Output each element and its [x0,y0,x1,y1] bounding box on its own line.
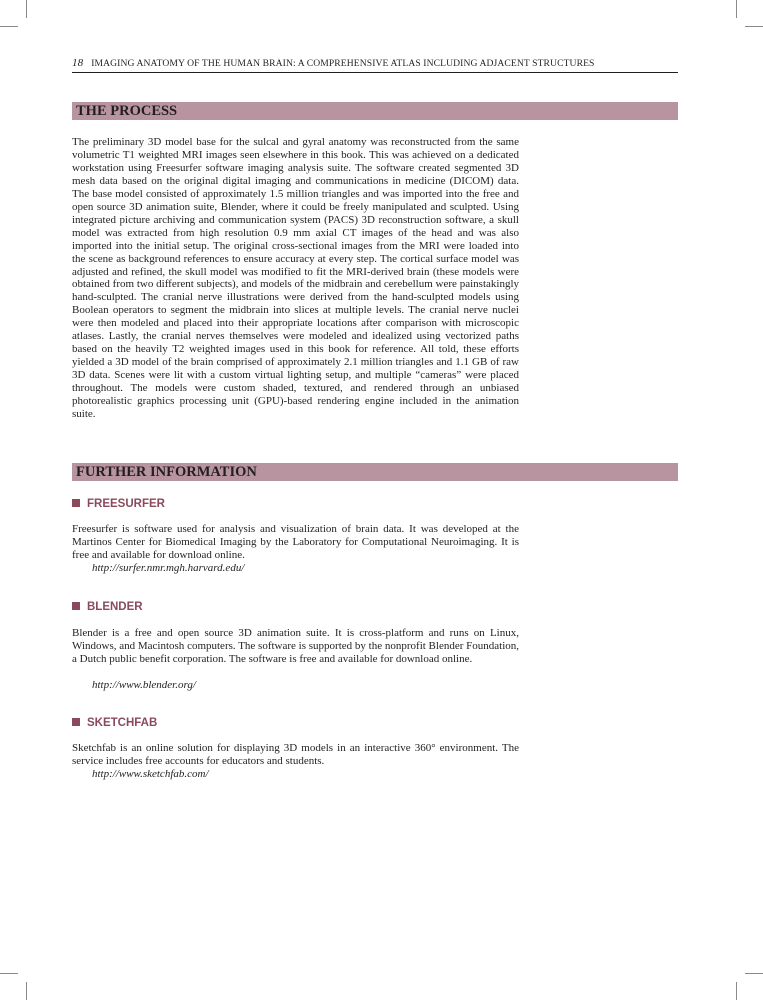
blender-paragraph: Blender is a free and open source 3D animation suite. It is cross-platform and runs on Linux, Windows, and Macintosh computers. The software is supported by the nonprofit Blender Foundation, a Dutch public benefit corporation. The software is free and available for download online. [72,627,519,665]
subheading-freesurfer-label: FREESURFER [87,498,165,510]
square-bullet-icon [72,718,80,726]
section-heading-further-information: FURTHER INFORMATION [72,463,678,481]
crop-mark [26,0,27,18]
crop-mark [26,982,27,1000]
crop-mark [736,0,737,18]
crop-mark [745,973,763,974]
square-bullet-icon [72,499,80,507]
crop-mark [0,26,18,27]
subheading-blender-label: BLENDER [87,601,143,613]
page-number: 18 [72,57,84,69]
crop-mark [736,982,737,1000]
crop-mark [0,973,18,974]
subheading-sketchfab-label: SKETCHFAB [87,717,158,729]
sketchfab-link[interactable]: http://www.sketchfab.com/ [92,768,209,780]
subheading-blender [72,600,143,614]
freesurfer-paragraph: Freesurfer is software used for analysis and visualization of brain data. It was developed at the Martinos Center for Biomedical Imaging by the Laboratory for Computational Neuroimaging. It is free and available for download online. [72,523,519,561]
section-heading-process: THE PROCESS [72,102,678,120]
crop-mark [745,26,763,27]
subheading-sketchfab [72,716,157,730]
freesurfer-link[interactable]: http://surfer.nmr.mgh.harvard.edu/ [92,562,245,574]
square-bullet-icon [72,602,80,610]
running-head [72,57,678,73]
running-head-title: IMAGING ANATOMY OF THE HUMAN BRAIN: A COMPREHENSIVE ATLAS INCLUDING ADJACENT STRUCTURES [91,58,595,69]
sketchfab-paragraph: Sketchfab is an online solution for displaying 3D models in an interactive 360° environment. The service includes free accounts for educators and students. [72,742,519,767]
blender-link[interactable]: http://www.blender.org/ [92,679,196,691]
process-paragraph: The preliminary 3D model base for the sulcal and gyral anatomy was reconstructed from the same volumetric T1 weighted MRI images seen elsewhere in this book. This was achieved on a dedicated workstation using Freesurfer software imaging analysis suite. The software created segmented 3D mesh data based on the original digital imaging and communications in medicine (DICOM) data. The base model consisted of approximately 1.5 million triangles and was imported into the free and open source 3D animation suite, Blender, where it could be freely manipulated and sculpted. Using integrated picture archiving and communication system (PACS) 3D reconstruction software, a skull model was extracted from high resolution 0.9 mm axial CT images of the head and was also imported into the initial setup. The original cross-sectional images from the MRI were loaded into the scene as background references to ensure accuracy at every step. The cortical surface model was adjusted and refined, the skull model was modified to fit the MRI-derived brain (these models were obtained from two different subjects), and models of the midbrain and cerebellum were painstakingly hand-sculpted. The cranial nerve illustrations were derived from the hand-sculpted models using Boolean operators to segment the midbrain into slices at multiple levels. The cranial nerve nuclei were then modeled and placed into their appropriate locations after comparison with microscopic atlases. Lastly, the cranial nerves themselves were modeled and idealized using vectorized paths based on the heavily T2 weighted images used in this book for reference. All told, these efforts yielded a 3D model of the brain comprised of approximately 2.1 million triangles and 1.1 GB of raw 3D data. Scenes were lit with a custom virtual lighting setup, and multiple “cameras” were placed throughout. The models were custom shaded, textured, and rendered through an unbiased photorealistic graphics processing unit (GPU)-based rendering engine included in the animation suite. [72,136,519,421]
subheading-freesurfer [72,497,165,511]
